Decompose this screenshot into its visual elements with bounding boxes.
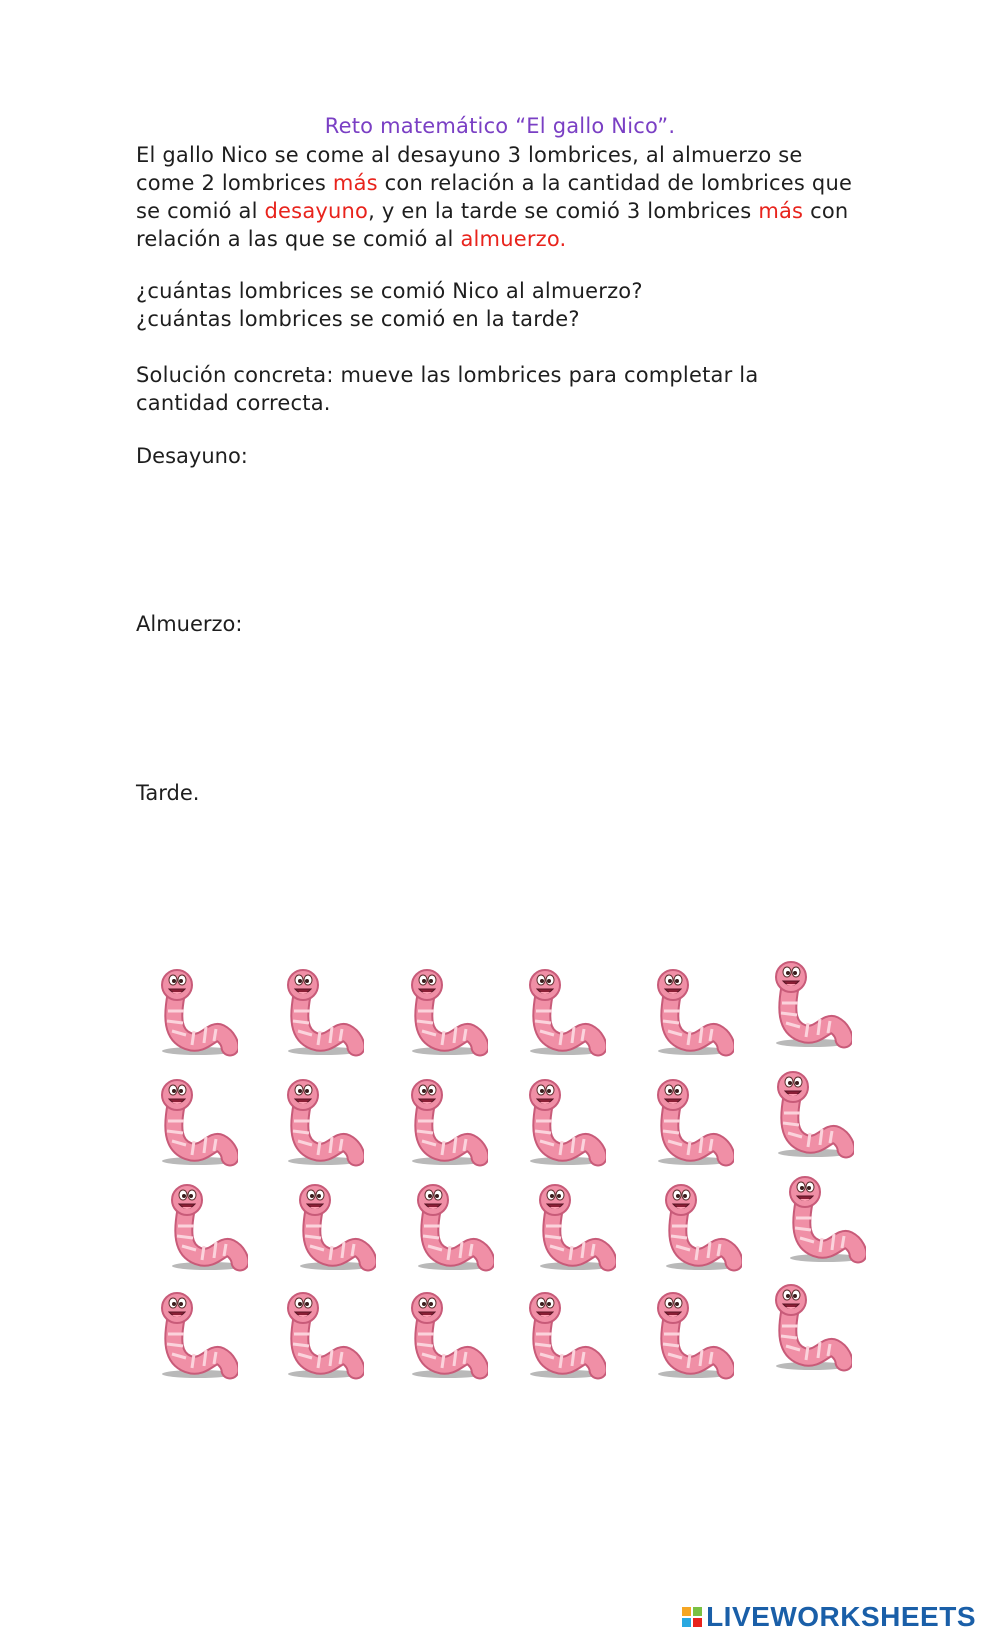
label-afternoon: Tarde. — [136, 781, 200, 805]
highlight-mas-2: más — [758, 199, 804, 223]
draggable-worm-icon[interactable] — [288, 1180, 376, 1272]
draggable-worm-icon[interactable] — [276, 1075, 364, 1167]
draggable-worm-icon[interactable] — [150, 1288, 238, 1380]
problem-text-2: con relación a la cantidad de lombrices que se comió al — [136, 171, 853, 223]
label-breakfast: Desayuno: — [136, 444, 248, 468]
problem-text-4: con relación a las que se comió al — [136, 199, 849, 251]
draggable-worm-icon[interactable] — [646, 1075, 734, 1167]
draggable-worm-icon[interactable] — [150, 1075, 238, 1167]
problem-text-1: El gallo Nico se come al desayuno 3 lombrices, al almuerzo se come 2 lombrices — [136, 143, 803, 195]
draggable-worm-icon[interactable] — [764, 1280, 852, 1372]
draggable-worm-icon[interactable] — [518, 965, 606, 1057]
brand-grid-icon — [682, 1607, 702, 1627]
highlight-almuerzo: almuerzo. — [460, 227, 567, 251]
draggable-worm-icon[interactable] — [276, 965, 364, 1057]
draggable-worm-icon[interactable] — [646, 1288, 734, 1380]
draggable-worm-icon[interactable] — [406, 1180, 494, 1272]
draggable-worm-icon[interactable] — [160, 1180, 248, 1272]
draggable-worm-icon[interactable] — [646, 965, 734, 1057]
instruction-text: Solución concreta: mueve las lombrices para completar la cantidad correcta. — [136, 363, 759, 415]
highlight-desayuno: desayuno — [264, 199, 369, 223]
draggable-worm-icon[interactable] — [518, 1075, 606, 1167]
problem-statement — [136, 141, 856, 253]
draggable-worm-icon[interactable] — [400, 1288, 488, 1380]
brand-text: LIVEWORKSHEETS — [706, 1601, 976, 1632]
question-lunch: ¿cuántas lombrices se comió Nico al almuerzo? — [136, 279, 643, 303]
draggable-worm-icon[interactable] — [766, 1067, 854, 1159]
draggable-worm-icon[interactable] — [654, 1180, 742, 1272]
draggable-worm-icon[interactable] — [764, 957, 852, 1049]
draggable-worm-icon[interactable] — [518, 1288, 606, 1380]
draggable-worm-icon[interactable] — [150, 965, 238, 1057]
label-lunch: Almuerzo: — [136, 612, 243, 636]
draggable-worm-icon[interactable] — [400, 1075, 488, 1167]
question-list — [136, 277, 856, 333]
brand-logo — [682, 1601, 976, 1633]
draggable-worm-icon[interactable] — [276, 1288, 364, 1380]
draggable-worm-icon[interactable] — [528, 1180, 616, 1272]
question-afternoon: ¿cuántas lombrices se comió en la tarde? — [136, 307, 580, 331]
problem-text-3: , y en la tarde se comió 3 lombrices — [368, 199, 759, 223]
highlight-mas-1: más — [332, 171, 378, 195]
draggable-worm-icon[interactable] — [400, 965, 488, 1057]
draggable-worm-icon[interactable] — [778, 1172, 866, 1264]
worksheet-title: Reto matemático “El gallo Nico”. — [324, 114, 676, 138]
